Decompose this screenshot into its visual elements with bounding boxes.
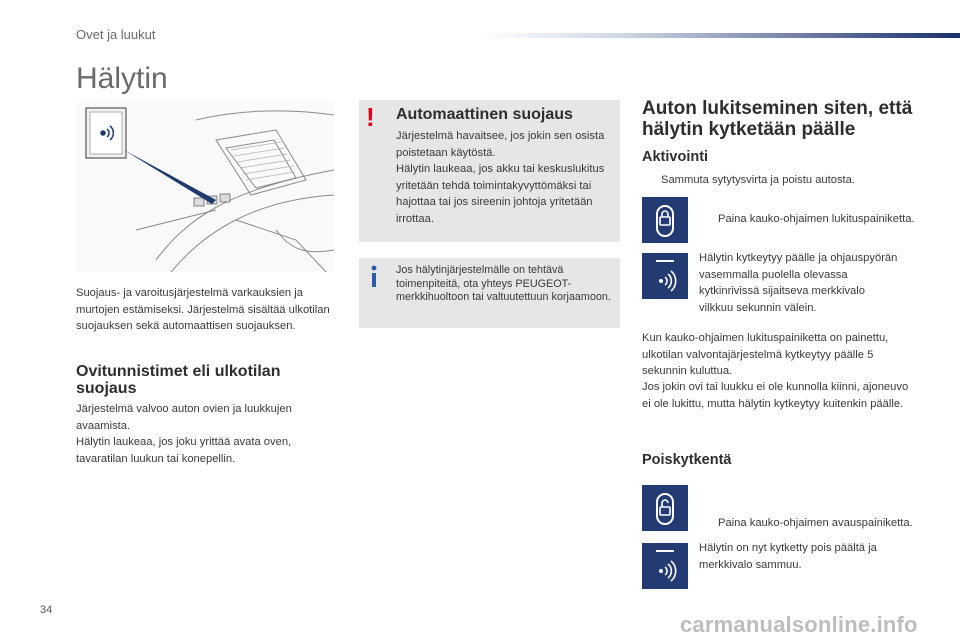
deactivation-heading: Poiskytkentä: [642, 452, 732, 468]
activation-step-1: [642, 172, 941, 189]
alarm-led-icon: [642, 543, 688, 589]
header-bar: [480, 33, 960, 38]
warning-icon: !: [366, 102, 375, 132]
activation-step-2-text: Paina kauko-ohjaimen lukituspainiketta.: [718, 212, 915, 225]
automatic-protection-text-2: Hälytin laukeaa, jos akku tai keskuslukitus yritetään tehdä toimintakyvyttömäksi tai hajottaa tai jos sireenin johtoja yritetään irrottaa.: [396, 163, 605, 225]
door-sensors-text-1: Järjestelmä valvoo auton ovien ja luukkujen avaamista.: [76, 403, 292, 432]
dashboard-illustration: [76, 100, 334, 272]
activation-heading: Aktivointi: [642, 149, 709, 165]
unlock-button-tile: [642, 485, 688, 531]
watermark: carmanualsonline.info: [680, 612, 918, 637]
deactivation-step-1-text: Paina kauko-ohjaimen avauspainiketta.: [718, 517, 913, 529]
page-title: Hälytin: [76, 62, 168, 95]
locking-section-title: Auton lukitseminen siten, että hälytin kytketään päälle: [642, 98, 913, 140]
activation-note: Hälytin kytkeytyy päälle ja ohjauspyörän vasemmalla puolella olevassa kytkinrivissä sijaitseva merkkivalo vilkkuu sekunnin välein.: [699, 252, 898, 314]
alarm-led-icon: [642, 253, 688, 299]
alarm-led-tile: [642, 253, 688, 299]
activation-step-2: [699, 211, 918, 228]
deactivation-note: Hälytin on nyt kytketty pois päältä ja merkkivalo sammuu.: [699, 542, 877, 571]
activation-para-2: Jos jokin ovi tai luukku ei ole kunnolla kiinni, ajoneuvo ei ole lukittu, mutta hälytin kytkeytyy kuitenkin päälle.: [642, 381, 909, 410]
intro-text: Suojaus- ja varoitusjärjestelmä varkauksien ja murtojen estämiseksi. Järjestelmä sisältää ulkotilan suojauksen sekä automaattisen suojauksen.: [76, 287, 330, 332]
section-title-door-sensors: Ovitunnistimet eli ulkotilan suojaus: [76, 363, 281, 397]
info-icon: [367, 262, 381, 290]
alarm-led-off-tile: [642, 543, 688, 589]
automatic-protection-text-1: Järjestelmä havaitsee, jos jokin sen osista poistetaan käytöstä.: [396, 130, 605, 159]
deactivation-step-1: [699, 515, 918, 532]
section-header: Ovet ja luukut: [76, 27, 156, 42]
lock-icon: [642, 197, 688, 243]
lock-button-tile: [642, 197, 688, 243]
unlock-icon: [642, 485, 688, 531]
door-sensors-text-2: Hälytin laukeaa, jos joku yrittää avata oven, tavaratilan luukun tai konepellin.: [76, 436, 292, 465]
activation-step-1-text: Sammuta sytytysvirta ja poistu autosta.: [661, 174, 855, 186]
automatic-protection-title: Automaattinen suojaus: [396, 106, 573, 123]
page-number: 34: [40, 604, 53, 616]
info-text: Jos hälytinjärjestelmälle on tehtävä toimenpiteitä, ota yhteys PEUGEOT-merkkihuoltoon tai valtuutettuun korjaamoon.: [396, 264, 611, 304]
activation-para-1: Kun kauko-ohjaimen lukituspainiketta on painettu, ulkotilan valvontajärjestelmä kytkeytyy päälle 5 sekunnin kuluttua.: [642, 332, 889, 377]
